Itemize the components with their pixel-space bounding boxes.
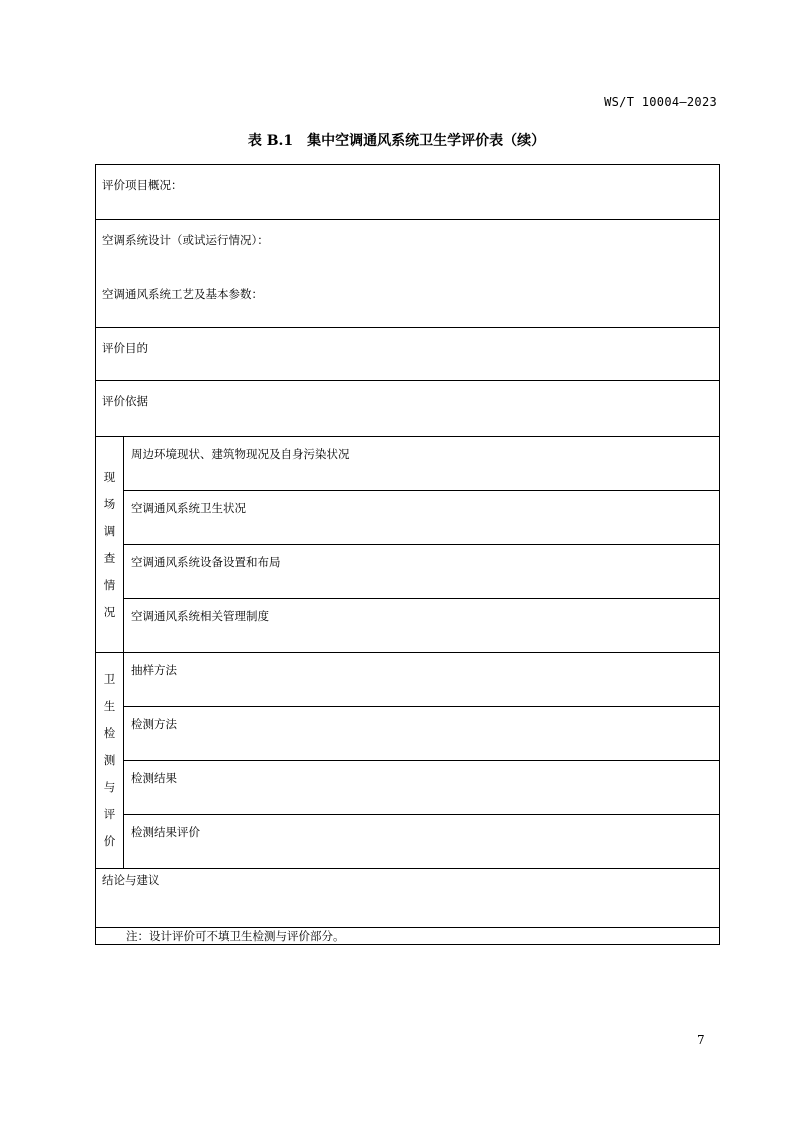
site-survey-item — [124, 599, 720, 653]
site-survey-item — [124, 437, 720, 491]
table-row — [96, 381, 720, 437]
hygiene-char: 与 — [103, 780, 116, 794]
site-survey-char: 现 — [103, 469, 116, 484]
hygiene-item — [124, 653, 720, 707]
site-survey-char: 况 — [103, 604, 116, 619]
hygiene-char: 价 — [103, 834, 116, 848]
process-label: 空调通风系统工艺及基本参数： — [102, 287, 263, 301]
site-survey-char: 场 — [103, 496, 116, 511]
conclusion-label: 结论与建议 — [102, 873, 160, 887]
table-row — [96, 165, 720, 220]
note-cell — [96, 928, 720, 945]
table-number: 表 B.1 — [247, 133, 294, 149]
table-row — [96, 437, 720, 491]
site-survey-item-label: 空调通风系统相关管理制度 — [131, 609, 269, 623]
table-row — [96, 761, 720, 815]
hygiene-label — [96, 653, 124, 869]
conclusion-cell — [96, 869, 720, 928]
table-title — [0, 130, 793, 150]
overview-cell — [96, 165, 720, 220]
evaluation-table — [95, 164, 720, 945]
site-survey-char: 查 — [103, 550, 116, 565]
design-cell — [96, 220, 720, 328]
site-survey-char: 情 — [103, 577, 116, 592]
hygiene-char: 评 — [103, 807, 116, 821]
design-label: 空调系统设计（或试运行情况）： — [102, 233, 269, 247]
purpose-cell — [96, 328, 720, 381]
site-survey-item-label: 空调通风系统设备设置和布局 — [131, 555, 281, 569]
table-title-text: 集中空调通风系统卫生学评价表（续） — [307, 133, 546, 149]
table-row — [96, 707, 720, 761]
site-survey-char: 调 — [103, 523, 116, 538]
hygiene-item-label: 检测方法 — [131, 717, 177, 731]
hygiene-item-label: 检测结果 — [131, 771, 177, 785]
table-row — [96, 545, 720, 599]
hygiene-char: 生 — [103, 699, 116, 713]
purpose-label: 评价目的 — [102, 341, 148, 355]
hygiene-item-label: 抽样方法 — [131, 663, 177, 677]
table-row — [96, 815, 720, 869]
site-survey-item — [124, 545, 720, 599]
hygiene-char: 测 — [103, 753, 116, 767]
table-row — [96, 653, 720, 707]
site-survey-label — [96, 437, 124, 653]
table-row — [96, 491, 720, 545]
site-survey-item-label: 周边环境现状、建筑物现况及自身污染状况 — [131, 447, 350, 461]
site-survey-item-label: 空调通风系统卫生状况 — [131, 501, 246, 515]
hygiene-char: 检 — [103, 726, 116, 740]
site-survey-item — [124, 491, 720, 545]
basis-label: 评价依据 — [102, 394, 148, 408]
hygiene-item — [124, 815, 720, 869]
standard-code: WS/T 10004—2023 — [604, 95, 717, 109]
table-row — [96, 869, 720, 928]
hygiene-item — [124, 761, 720, 815]
table-row — [96, 928, 720, 945]
hygiene-item-label: 检测结果评价 — [131, 825, 200, 839]
table-row — [96, 220, 720, 328]
hygiene-char: 卫 — [103, 672, 116, 686]
hygiene-item — [124, 707, 720, 761]
note-text: 注：设计评价可不填卫生检测与评价部分。 — [126, 929, 345, 943]
overview-label: 评价项目概况： — [102, 178, 183, 192]
table-row — [96, 328, 720, 381]
table-row — [96, 599, 720, 653]
basis-cell — [96, 381, 720, 437]
page-number: 7 — [697, 1033, 705, 1047]
